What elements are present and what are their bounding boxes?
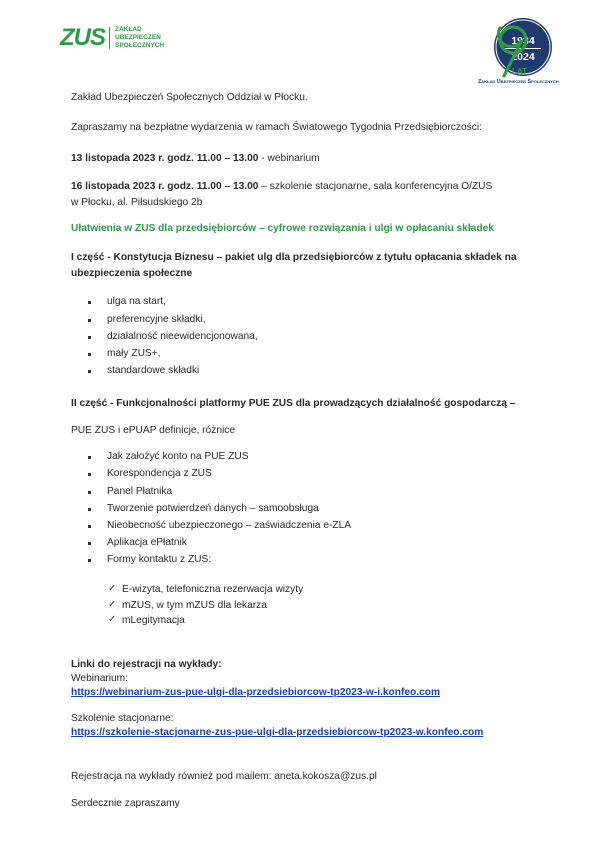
part2-heading: II część - Funkcjonalności platformy PUE ZUS dla prowadzących działalność gospodarczą – — [71, 398, 516, 409]
intro-line-1: Zakład Ubezpieczeń Społecznych Oddział w Płocku. — [71, 92, 308, 103]
part1-item: działalność nieewidencjonowana, — [107, 331, 258, 342]
checkmark-icon: ✓ — [108, 583, 117, 594]
check-item: ✓ E-wizyta, telefoniczna rezerwacja wizyty — [108, 583, 304, 595]
event-webinar-date: 13 listopada 2023 r. godz. 11.00 – 13.00 — [71, 153, 259, 164]
anniversary-year-top: 1934 — [511, 35, 535, 47]
part1-item: ulga na start, — [107, 296, 166, 307]
anniversary-caption: Zakład Ubezpieczeń Społecznych — [478, 79, 559, 85]
check-item: ✓ mZUS, w tym mZUS dla lekarza — [108, 599, 267, 611]
part2-item: Aplikacja ePłatnik — [107, 537, 187, 548]
zus-logo-letters: ZUS — [60, 24, 105, 51]
part1-item: preferencyjne składki, — [107, 314, 206, 325]
part1-item: mały ZUS+, — [107, 348, 161, 359]
part2-subheading: PUE ZUS i ePUAP definicje, różnice — [71, 425, 236, 436]
checkmark-icon: ✓ — [108, 614, 117, 625]
intro-line-2: Zapraszamy na bezpłatne wydarzenia w ramach Światowego Tygodnia Przedsiębiorczości: — [71, 122, 482, 133]
part1-heading-line-1: I część - Konstytucja Biznesu – pakiet ulg dla przedsiębiorców z tytułu opłacania składek na — [71, 252, 517, 263]
webinar-label: Webinarium: — [71, 673, 128, 684]
event-webinar-type: - webinarium — [258, 153, 320, 164]
onsite-registration-link[interactable]: https://szkolenie-stacjonarne-zus-pue-ulgi-dla-przedsiebiorcow-tp2023-w.konfeo.com — [71, 727, 484, 738]
part2-item: Tworzenie potwierdzeń danych – samoobsługa — [107, 503, 319, 514]
part2-item: Formy kontaktu z ZUS: — [107, 554, 212, 565]
part1-item: standardowe składki — [107, 365, 200, 376]
registration-email-note: Rejestracja na wykłady również pod mailem: aneta.kokosza@zus.pl — [71, 771, 377, 782]
part2-item: Panel Płatnika — [107, 486, 173, 497]
anniversary-90-graphic — [474, 14, 560, 78]
onsite-label: Szkolenie stacjonarne: — [71, 713, 174, 724]
links-heading: Linki do rejestracji na wykłady: — [71, 659, 222, 670]
anniversary-year-bottom: 2024 — [511, 51, 535, 63]
closing-line: Serdecznie zapraszamy — [71, 798, 180, 809]
document-title: Ułatwienia w ZUS dla przedsiębiorców – cyfrowe rozwiązania i ulgi w opłacaniu składek — [71, 223, 494, 234]
zus-logo-divider — [109, 27, 110, 49]
zus-name-line-2: UBEZPIECZEŃ — [115, 34, 161, 41]
event-webinar — [71, 152, 320, 165]
part2-item: Nieobecność ubezpieczonego – zaświadczenia e-ZLA — [107, 520, 352, 531]
anniversary-logo — [474, 14, 560, 90]
checkmark-icon: ✓ — [108, 599, 117, 610]
part1-heading-line-2: ubezpieczenia społeczne — [71, 268, 193, 279]
event-onsite-type: – szkolenie stacjonarne, sala konferencyjna O/ZUS — [258, 181, 493, 192]
zus-name-line-3: SPOŁECZNYCH — [115, 42, 165, 49]
event-onsite-address: w Płocku, al. Piłsudskiego 2b — [71, 197, 203, 208]
part2-item: Korespondencja z ZUS — [107, 468, 212, 479]
part2-item: Jak założyć konto na PUE ZUS — [107, 451, 249, 462]
zus-name-line-1: ZAKŁAD — [115, 26, 142, 33]
event-onsite-date: 16 listopada 2023 r. godz. 11.00 – 13.00 — [71, 181, 259, 192]
anniversary-lat: LAT — [512, 67, 527, 76]
zus-logo — [60, 24, 180, 54]
webinar-registration-link[interactable]: https://webinarium-zus-pue-ulgi-dla-przedsiebiorcow-tp2023-w-i.konfeo.com — [71, 687, 441, 698]
check-item: ✓ mLegitymacja — [108, 614, 185, 626]
event-onsite — [71, 180, 492, 193]
